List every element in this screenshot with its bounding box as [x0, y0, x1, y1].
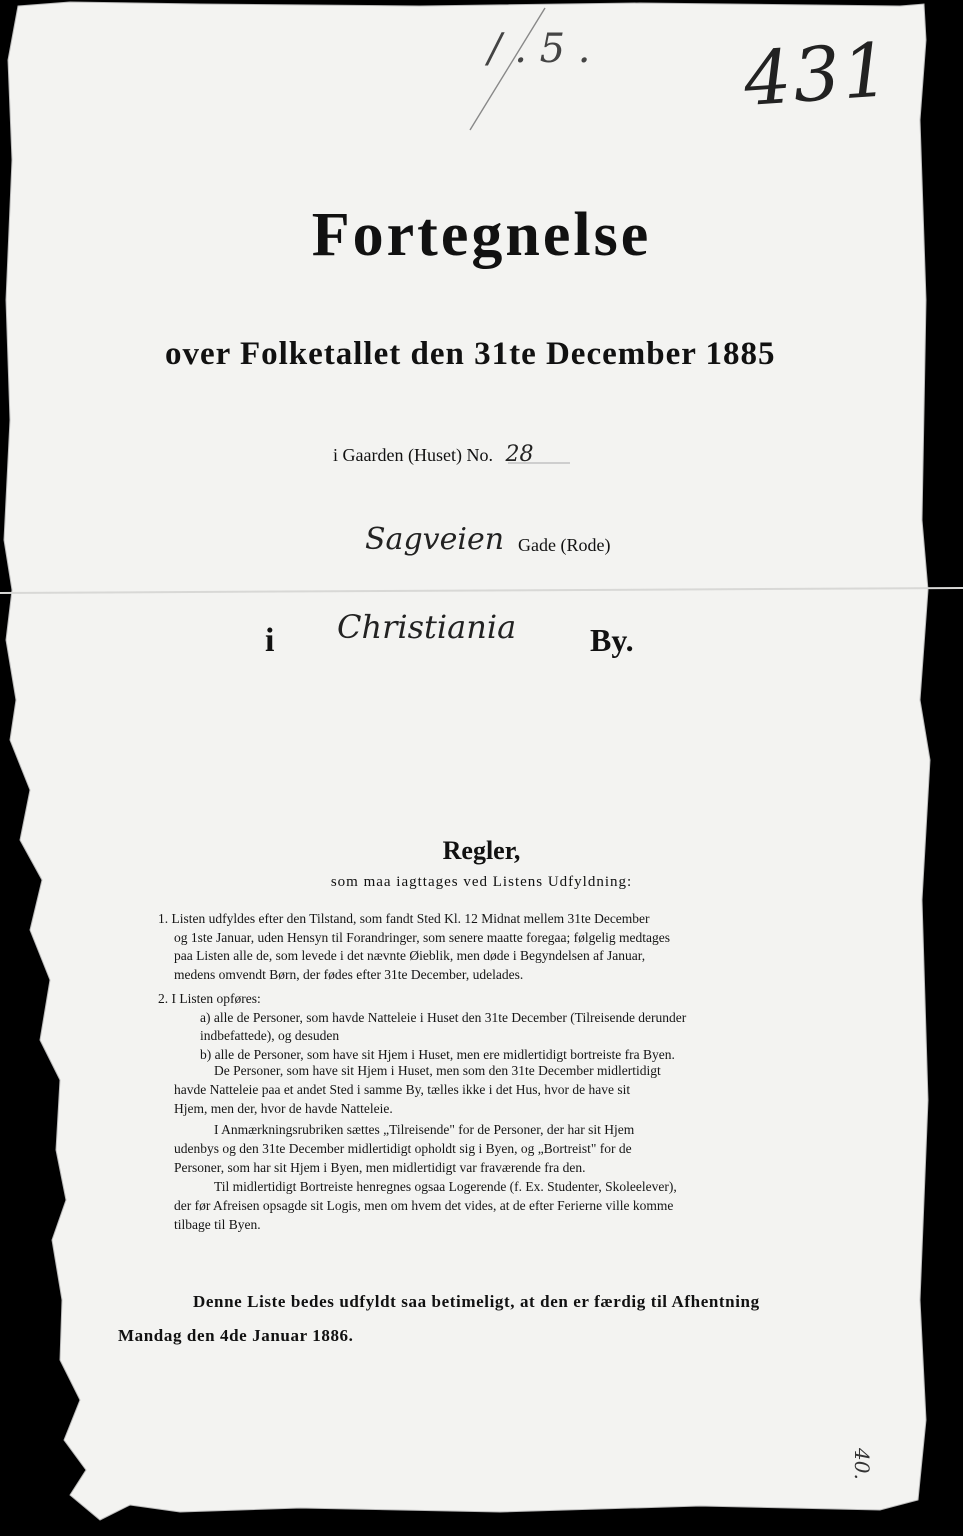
rules-heading: Regler,	[442, 836, 521, 865]
rule-line: Personer, som har sit Hjem i Byen, men midlertidigt var fraværende fra den.	[174, 1160, 586, 1175]
margin-number: 40.	[850, 1448, 874, 1480]
rule-line: og 1ste Januar, uden Hensyn til Forandringer, som senere maatte foregaa; følgelig medtages	[174, 930, 671, 945]
rule-line: udenbys og den 31te December midlertidigt opholdt sig i Byen, og „Bortreist" for de	[174, 1141, 632, 1156]
rule-line: I Anmærkningsrubriken sættes „Tilreisende" for de Personer, der har sit Hjem	[214, 1122, 635, 1137]
rule-line: 1. Listen udfyldes efter den Tilstand, som fandt Sted Kl. 12 Midnat mellem 31te December	[158, 911, 650, 926]
rule-line: Hjem, men der, hvor de havde Natteleie.	[174, 1101, 393, 1116]
city-handwritten: Christiania	[337, 608, 517, 646]
rule-line: De Personer, som have sit Hjem i Huset, men som den 31te December midlertidigt	[214, 1063, 661, 1078]
house-number-handwritten: 28	[505, 442, 534, 467]
rule-line: tilbage til Byen.	[174, 1217, 261, 1232]
house-field	[333, 442, 533, 467]
rule-line: b) alle de Personer, som have sit Hjem i Huset, men ere midlertidigt bortreiste fra Byen.	[200, 1047, 675, 1062]
document-title: Fortegnelse	[311, 201, 652, 269]
rule-line: indbefattede), og desuden	[200, 1028, 340, 1043]
rule-line: Til midlertidigt Bortreiste henregnes ogsaa Logerende (f. Ex. Studenter, Skoleelever),	[214, 1179, 677, 1194]
city-suffix: By.	[590, 622, 634, 658]
rule-line: medens omvendt Børn, der fødes efter 31te December, udelades.	[174, 967, 524, 982]
rule-line: paa Listen alle de, som levede i det nævnte Øieblik, men døde i Begyndelsen af Januar,	[174, 948, 646, 963]
city-prefix: i	[265, 622, 275, 659]
notice-line-2: Mandag den 4de Januar 1886.	[118, 1326, 354, 1345]
document-subtitle: over Folketallet den 31te December 1885	[165, 336, 776, 372]
notice-line-1: Denne Liste bedes udfyldt saa betimeligt, at den er færdig til Afhentning	[193, 1292, 760, 1311]
rules-subheading: som maa iagttages ved Listens Udfyldning:	[330, 874, 633, 890]
top-scrawl: / . 5 .	[488, 26, 591, 72]
street-label: Gade (Rode)	[518, 535, 611, 555]
archive-number: 431	[741, 26, 895, 124]
rule-line: havde Natteleie paa et andet Sted i samme By, tælles ikke i det Hus, hvor de have sit	[174, 1082, 631, 1097]
house-label: i Gaarden (Huset) No.	[333, 445, 493, 465]
rule-line: 2. I Listen opføres:	[158, 991, 261, 1006]
rule-line: a) alle de Personer, som havde Natteleie i Huset den 31te December (Tilreisende derunder	[200, 1010, 687, 1025]
rule-line: der før Afreisen opsagde sit Logis, men om hvem det vides, at de efter Ferierne ville komme	[174, 1198, 674, 1213]
street-handwritten: Sagveien	[365, 522, 505, 557]
